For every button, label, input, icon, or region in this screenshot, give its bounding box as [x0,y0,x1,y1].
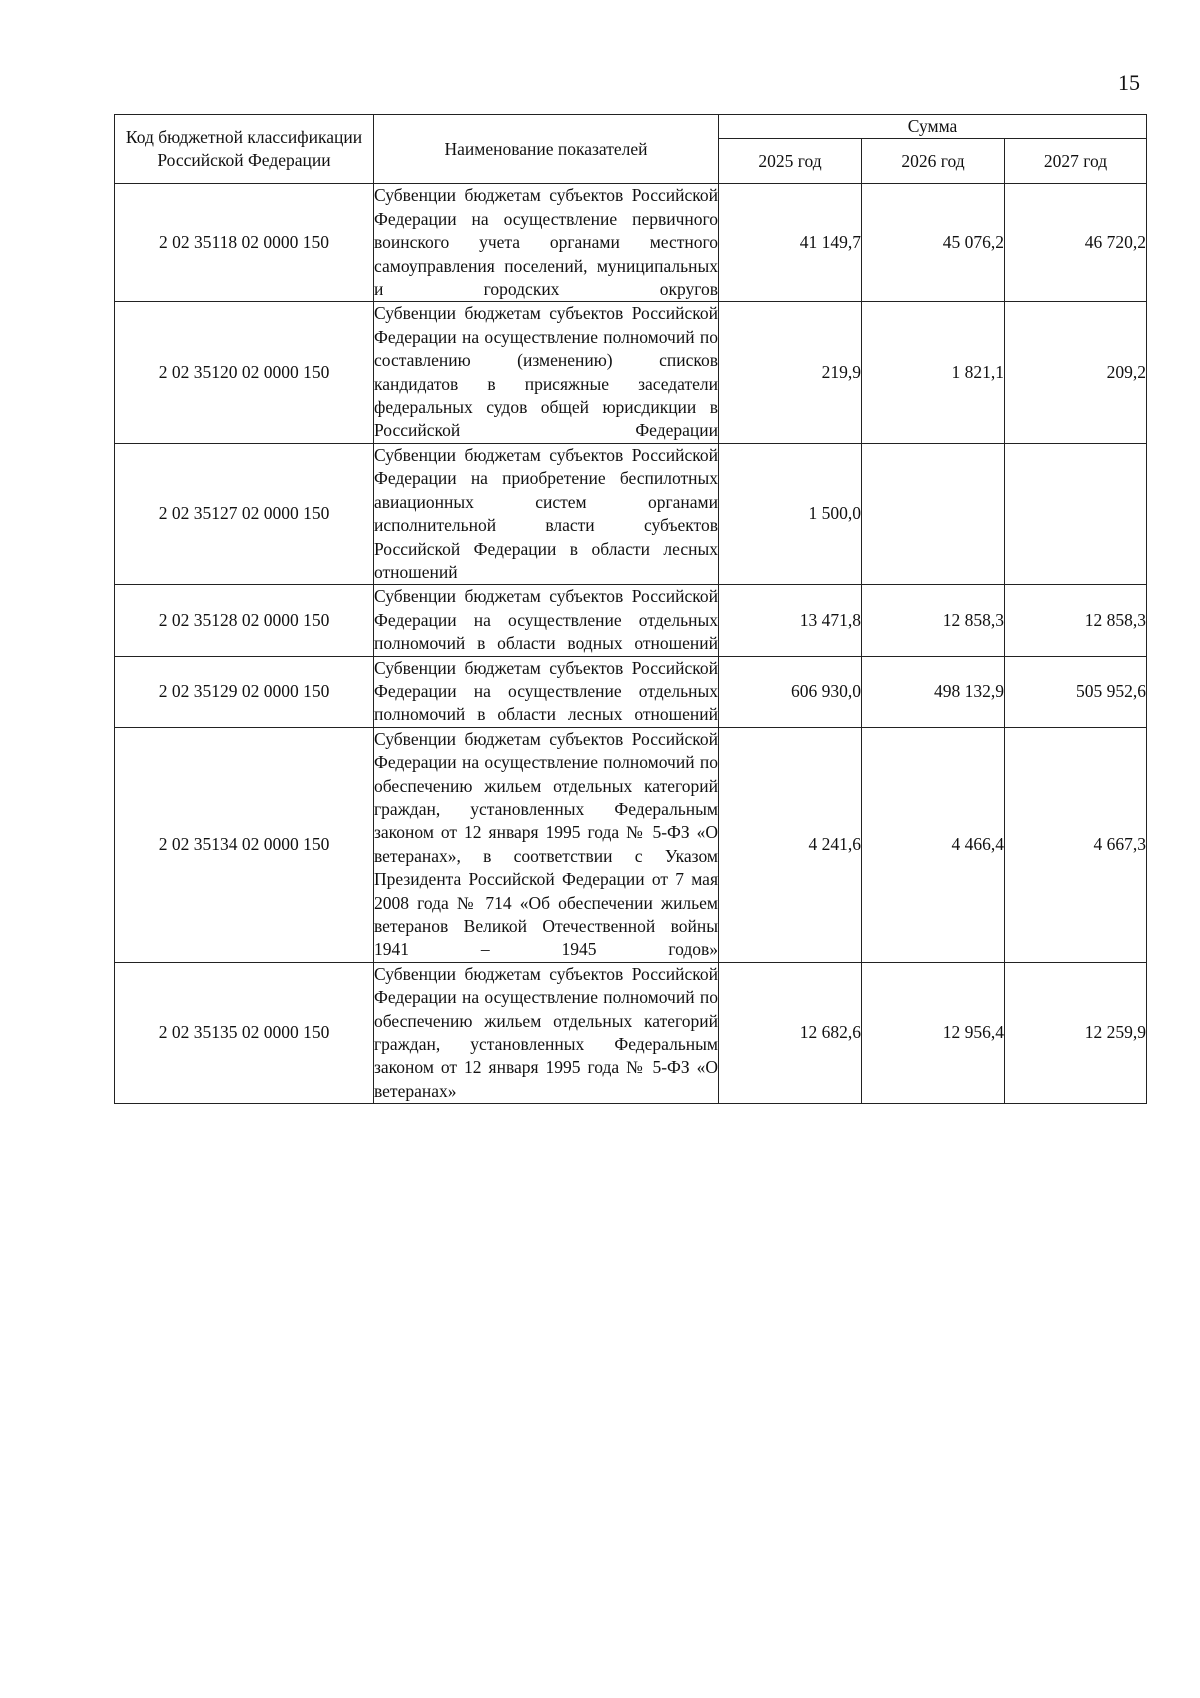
row-value-2027: 209,2 [1005,302,1147,443]
row-name: Субвенции бюджетам субъектов Российской Федерации на осуществление отдельных полномочий в области водных отношений [374,585,719,656]
header-year-2026: 2026 год [862,139,1005,184]
table-row [115,302,1147,443]
header-code: Код бюджетной классификации Российской Федерации [115,115,374,184]
row-value-2025: 219,9 [719,302,862,443]
row-value-2027: 12 259,9 [1005,962,1147,1103]
row-value-2025: 13 471,8 [719,585,862,656]
table-row [115,727,1147,962]
row-code: 2 02 35135 02 0000 150 [115,962,374,1103]
row-value-2026: 12 956,4 [862,962,1005,1103]
budget-table [114,114,1147,1104]
header-name: Наименование показателей [374,115,719,184]
row-value-2027: 4 667,3 [1005,727,1147,962]
table-row [115,184,1147,302]
row-value-2026: 45 076,2 [862,184,1005,302]
row-name: Субвенции бюджетам субъектов Российской Федерации на осуществление первичного воинского учета органами местного самоуправления поселений, муниципальных и городских округов [374,184,719,302]
row-value-2025: 41 149,7 [719,184,862,302]
row-value-2027: 12 858,3 [1005,585,1147,656]
row-code: 2 02 35134 02 0000 150 [115,727,374,962]
row-code: 2 02 35129 02 0000 150 [115,656,374,727]
row-code: 2 02 35128 02 0000 150 [115,585,374,656]
row-value-2026: 1 821,1 [862,302,1005,443]
row-code: 2 02 35120 02 0000 150 [115,302,374,443]
row-value-2026 [862,443,1005,584]
row-value-2026: 4 466,4 [862,727,1005,962]
row-name: Субвенции бюджетам субъектов Российской Федерации на осуществление полномочий по составлению (изменению) списков кандидатов в присяжные заседатели федеральных судов общей юрисдикции в Российской Федерации [374,302,719,443]
row-value-2026: 12 858,3 [862,585,1005,656]
row-value-2025: 12 682,6 [719,962,862,1103]
header-sum: Сумма [719,115,1147,139]
row-name: Субвенции бюджетам субъектов Российской Федерации на осуществление полномочий по обеспечению жильем отдельных категорий граждан, установленных Федеральным законом от 12 января 1995 года № 5-ФЗ «О ветеранах», в соответствии с Указом Президента Российской Федерации от 7 мая 2008 года № 714 «Об обеспечении жильем ветеранов Великой Отечественной войны 1941 – 1945 годов» [374,727,719,962]
table-body [115,184,1147,1104]
header-year-2027: 2027 год [1005,139,1147,184]
row-value-2025: 4 241,6 [719,727,862,962]
row-code: 2 02 35127 02 0000 150 [115,443,374,584]
row-value-2026: 498 132,9 [862,656,1005,727]
header-year-2025: 2025 год [719,139,862,184]
table-row [115,585,1147,656]
row-name: Субвенции бюджетам субъектов Российской Федерации на осуществление отдельных полномочий в области лесных отношений [374,656,719,727]
page-number: 15 [1118,70,1140,95]
table-row [115,656,1147,727]
table-row [115,443,1147,584]
row-value-2027: 505 952,6 [1005,656,1147,727]
row-value-2025: 1 500,0 [719,443,862,584]
row-value-2027 [1005,443,1147,584]
row-name: Субвенции бюджетам субъектов Российской Федерации на осуществление полномочий по обеспечению жильем отдельных категорий граждан, установленных Федеральным законом от 12 января 1995 года № 5-ФЗ «О ветеранах» [374,962,719,1103]
row-value-2027: 46 720,2 [1005,184,1147,302]
row-name: Субвенции бюджетам субъектов Российской Федерации на приобретение беспилотных авиационных систем органами исполнительной власти субъектов Российской Федерации в области лесных отношений [374,443,719,584]
row-code: 2 02 35118 02 0000 150 [115,184,374,302]
row-value-2025: 606 930,0 [719,656,862,727]
table-row [115,962,1147,1103]
table-header [115,115,1147,184]
